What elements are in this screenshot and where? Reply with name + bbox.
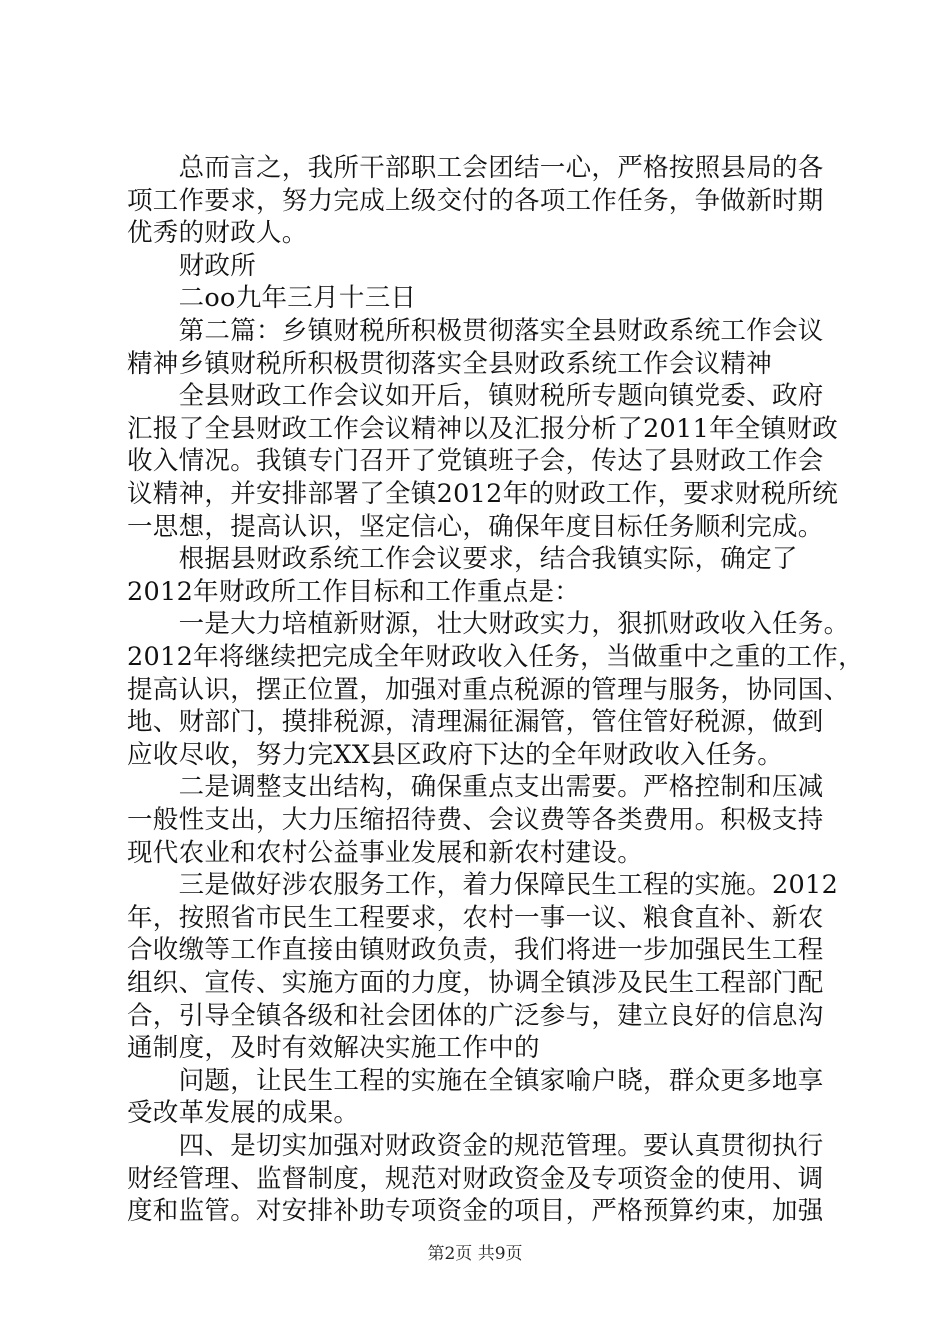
text-line: 汇报了全县财政工作会议精神以及汇报分析了2011年全镇财政 <box>127 413 839 444</box>
text-line: 地、财部门，摸排税源，清理漏征漏管，管住管好税源，做到 <box>127 707 824 738</box>
text-line: 现代农业和农村公益事业发展和新农村建设。 <box>127 837 644 868</box>
text-line: 问题，让民生工程的实施在全镇家喻户晓，群众更多地享 <box>127 1065 824 1096</box>
text-line: 应收尽收，努力完XX县区政府下达的全年财政收入任务。 <box>127 739 784 770</box>
text-line: 议精神，并安排部署了全镇2012年的财政工作，要求财税所统 <box>127 479 839 509</box>
text-line: 合收缴等工作直接由镇财政负责，我们将进一步加强民生工程 <box>127 935 824 966</box>
text-line: 一般性支出，大力压缩招待费、会议费等各类费用。积极支持 <box>127 805 824 835</box>
text-line: 受改革发展的成果。 <box>127 1098 360 1129</box>
text-line: 年，按照省市民生工程要求，农村一事一议、粮食直补、新农 <box>127 902 824 933</box>
text-line: 组织、宣传、实施方面的力度，协调全镇涉及民生工程部门配 <box>127 968 824 998</box>
text-line: 根据县财政系统工作会议要求，结合我镇实际，确定了 <box>127 544 798 575</box>
section-heading: 精神乡镇财税所积极贯彻落实全县财政系统工作会议精神 <box>127 348 773 379</box>
text-line: 四、是切实加强对财政资金的规范管理。要认真贯彻执行 <box>127 1131 824 1161</box>
text-line: 优秀的财政人。 <box>127 218 308 249</box>
text-line: 总而言之，我所干部职工会团结一心，严格按照县局的各 <box>127 153 824 183</box>
text-line: 一是大力培植新财源，壮大财政实力，狠抓财政收入任务。 <box>127 609 850 640</box>
text-line: 全县财政工作会议如开后，镇财税所专题向镇党委、政府 <box>127 381 824 412</box>
text-line: 提高认识，摆正位置，加强对重点税源的管理与服务，协同国、 <box>127 674 850 705</box>
text-line: 二是调整支出结构，确保重点支出需要。严格控制和压减 <box>127 772 824 803</box>
text-line: 合，引导全镇各级和社会团体的广泛参与，建立良好的信息沟 <box>127 1000 824 1031</box>
text-line: 度和监管。对安排补助专项资金的项目，严格预算约束，加强 <box>127 1196 824 1227</box>
section-heading: 第二篇：乡镇财税所积极贯彻落实全县财政系统工作会议 <box>127 316 824 346</box>
text-line: 财政所 <box>127 250 257 281</box>
text-line: 三是做好涉农服务工作，着力保障民生工程的实施。2012 <box>127 870 839 901</box>
text-line: 一思想，提高认识，坚定信心，确保年度目标任务顺利完成。 <box>127 511 824 542</box>
text-line: 项工作要求，努力完成上级交付的各项工作任务，争做新时期 <box>127 185 824 216</box>
text-line: 财经管理、监督制度，规范对财政资金及专项资金的使用、调 <box>127 1163 824 1194</box>
page-footer: 第2页 共9页 <box>427 1244 523 1264</box>
text-line: 2012年财政所工作目标和工作重点是： <box>127 576 581 607</box>
text-line: 二oo九年三月十三日 <box>127 283 417 314</box>
text-line: 通制度，及时有效解决实施工作中的 <box>127 1033 540 1064</box>
text-line: 收入情况。我镇专门召开了党镇班子会，传达了县财政工作会 <box>127 446 824 477</box>
text-line: 2012年将继续把完成全年财政收入任务，当做重中之重的工作， <box>127 642 864 672</box>
